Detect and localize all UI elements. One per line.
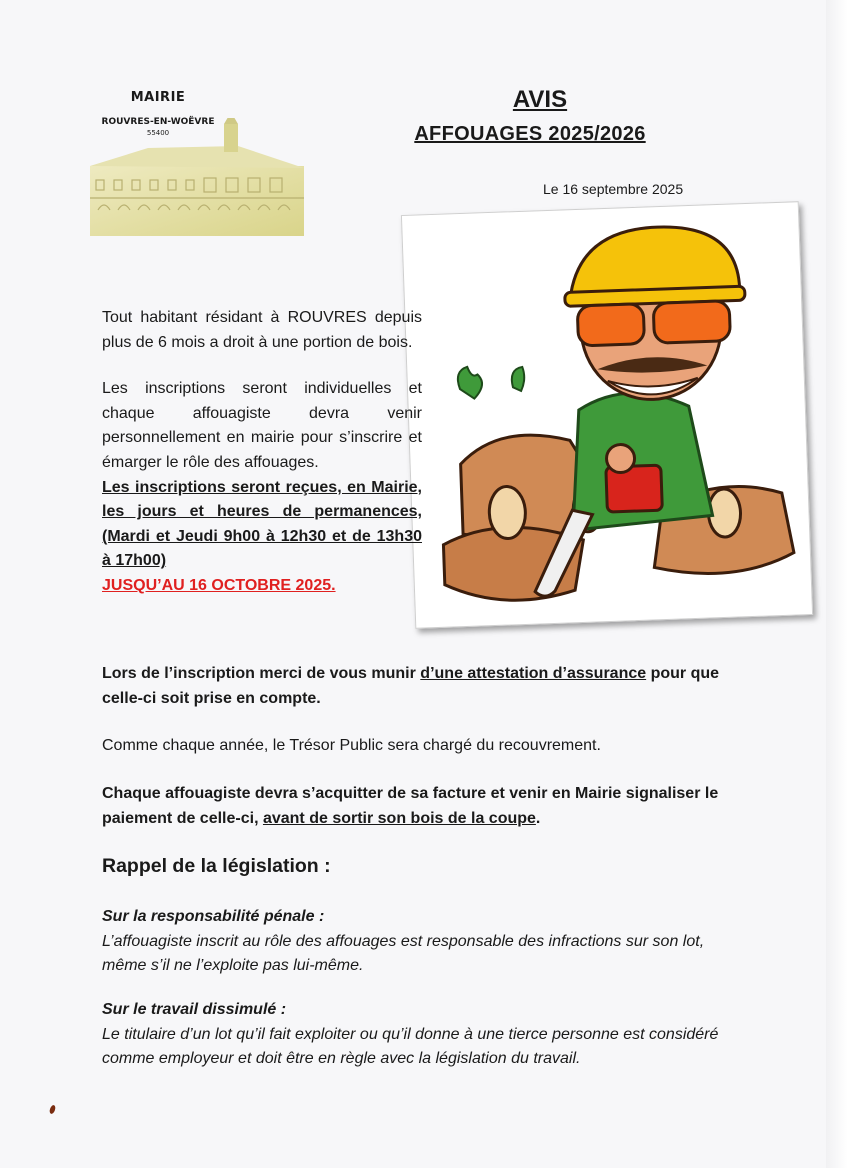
lumberjack-illustration [401, 201, 813, 629]
penal-text: L’affouagiste inscrit au rôle des affouages est responsable des infractions sur son lot, même s’il ne l’exploite pas lui-même. [102, 932, 705, 975]
mairie-logo [88, 88, 306, 238]
lumberjack-drawing [402, 202, 812, 628]
intro-paragraph-2: Les inscriptions seront individuelles et chaque affouagiste devra venir personnellement en mairie pour s’inscrire et émarger le rôle des affouages. [102, 380, 422, 471]
legislation-heading: Rappel de la législation : [102, 855, 331, 877]
page-edge [826, 0, 848, 1168]
facture-text-start: Chaque affouagiste devra s’acquitter de sa facture et venir en Mairie signaliser le paiement de celle-ci, [102, 785, 719, 827]
legislation-heading-block [102, 854, 742, 879]
travail-title: Sur le travail dissimulé : [102, 1001, 287, 1018]
registration-deadline: JUSQU’AU 16 OCTOBRE 2025. [102, 576, 336, 594]
facture-paragraph [102, 782, 742, 831]
penal-title: Sur la responsabilité pénale : [102, 908, 325, 925]
town-hall-icon [88, 118, 306, 238]
intro-column [102, 306, 422, 599]
page-subtitle: AFFOUAGES 2025/2026 [414, 123, 646, 145]
logo-town-name: ROUVRES-EN-WOËVRE [101, 117, 215, 127]
assurance-paragraph [102, 662, 742, 711]
notice-date: Le 16 septembre 2025 [543, 181, 684, 197]
logo-postcode: 55400 [146, 129, 170, 137]
tresor-paragraph [102, 734, 742, 759]
page-title: AVIS [512, 86, 568, 113]
facture-highlight: avant de sortir son bois de la coupe [262, 809, 536, 827]
tresor-text: Comme chaque année, le Trésor Public sera chargé du recouvrement. [102, 737, 601, 754]
scan-mark [49, 1104, 57, 1114]
logo-mairie: MAIRIE [130, 90, 186, 105]
assurance-highlight: d’une attestation d’assurance [420, 665, 647, 682]
penal-section [102, 905, 742, 979]
travail-section [102, 998, 742, 1072]
travail-text: Le titulaire d’un lot qu’il fait exploiter ou qu’il donne à une tierce personne est considéré comme employeur et doit être en règle avec la législation du travail. [102, 1025, 719, 1068]
intro-paragraph-1: Tout habitant résidant à ROUVRES depuis plus de 6 mois a droit à une portion de bois. [102, 309, 422, 351]
facture-text-end: . [535, 809, 541, 827]
assurance-text-start: Lors de l’inscription merci de vous munir [102, 665, 421, 682]
registration-hours: Les inscriptions seront reçues, en Mairie, les jours et heures de permanences, (Mardi et Jeudi 9h00 à 12h30 et de 13h30 à 17h00) [102, 478, 422, 570]
assurance-text-end: pour que celle-ci soit prise en compte. [102, 665, 720, 707]
